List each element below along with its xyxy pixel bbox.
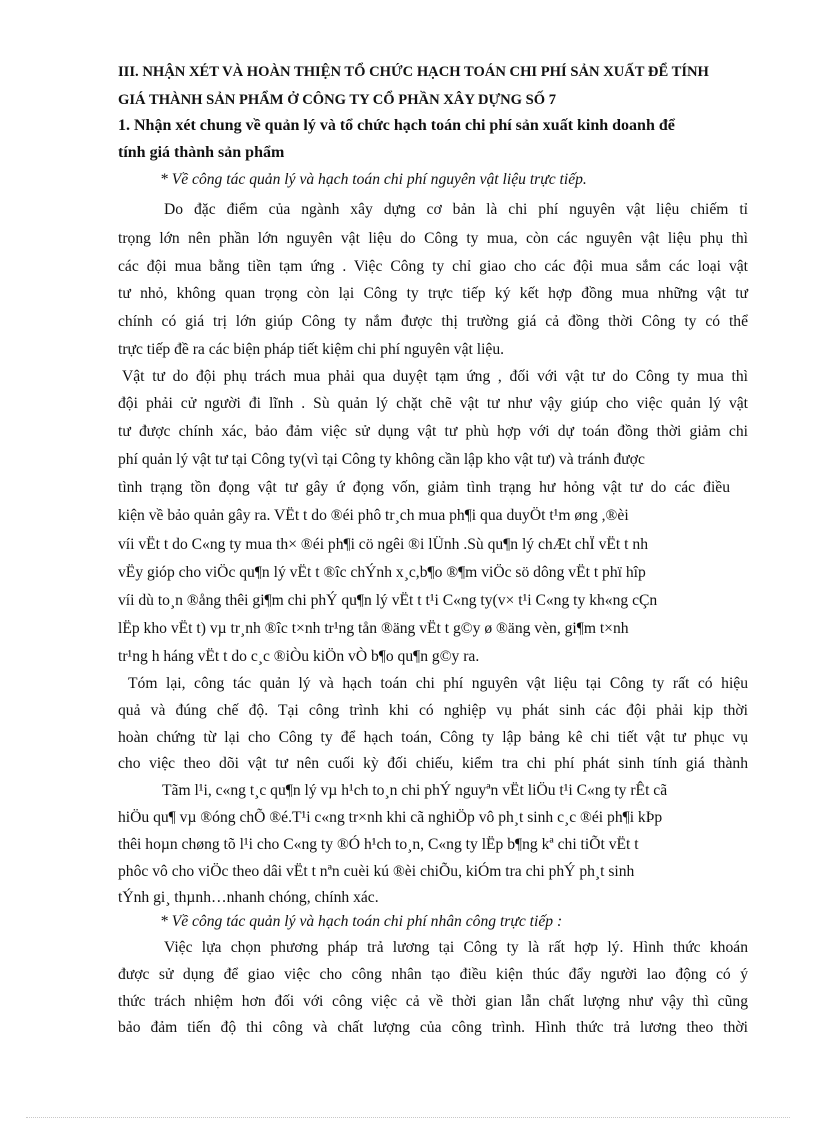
para2-line-5: tình trạng tồn đọng vật tư gây ứ đọng vốn, giảm tình trạng hư hỏng vật tư do các điều (118, 479, 730, 496)
para2-line-9: víi dù to¸n ®ång thêi gi¶m chi phÝ qu¶n lý vËt t t¹i C«ng ty(v× t¹i C«ng ty kh«ng cÇn (118, 592, 658, 609)
subheading-materials: * Về công tác quản lý và hạch toán chi phí nguyên vật liệu trực tiếp. (160, 171, 587, 188)
section-1-title-line-1: 1. Nhận xét chung về quản lý và tổ chức hạch toán chi phí sản xuất kinh doanh để (118, 117, 675, 134)
para2-line-3: tư được chính xác, bảo đảm việc sử dụng vật tư phù hợp với dự toán đồng thời giảm chi (118, 423, 748, 440)
para1-line-6: trực tiếp đề ra các biện pháp tiết kiệm chi phí nguyên vật liệu. (118, 341, 505, 358)
para1-line-5: chính có giá trị lớn giúp Công ty nắm được thị trường giá cả đồng thời Công ty có thể (118, 313, 748, 330)
para1-line-4: tư nhỏ, không quan trọng còn lại Công ty trực tiếp ký kết hợp đồng mua những vật tư (118, 285, 748, 302)
heading-line-1: III. NHẬN XÉT VÀ HOÀN THIỆN TỔ CHỨC HẠCH TOÁN CHI PHÍ SẢN XUẤT ĐỂ TÍNH (118, 64, 709, 80)
para3-line-1: Tóm lại, công tác quản lý và hạch toán chi phí nguyên vật liệu tại Công ty rất có hiệu (128, 675, 748, 692)
para4-line-3: thêi hoµn chøng tõ l¹i cho C«ng ty ®Ó h¹ch to¸n, C«ng ty lËp b¶ng kª chi tiÕt vËt t (118, 836, 639, 853)
para3-line-4: cho việc theo dõi vật tư nên cuối kỳ đối chiếu, kiểm tra chi phí phát sinh tính giá thành (118, 755, 748, 772)
para4-line-5: tÝnh gi¸ thµnh…nhanh chóng, chính xác. (118, 889, 379, 906)
subheading-labor: * Về công tác quản lý và hạch toán chi phí nhân công trực tiếp : (160, 913, 563, 930)
para2-line-8: vËy gióp cho viÖc qu¶n lý vËt t ®îc chÝnh x¸c,b¶o ®¶m viÖc sö dông vËt t phï hîp (118, 564, 646, 581)
page-bottom-divider (26, 1117, 790, 1118)
para5-line-1: Việc lựa chọn phương pháp trả lương tại Công ty là rất hợp lý. Hình thức khoán (164, 939, 748, 956)
para2-line-7: víi vËt t do C«ng ty mua th× ®éi ph¶i cö ngêi ®i lÜnh .Sù qu¶n lý chÆt chÏ vËt t nh (118, 536, 648, 553)
para2-line-4: phí quản lý vật tư tại Công ty(vì tại Công ty không cần lập kho vật tư) và tránh được (118, 451, 645, 468)
heading-line-2: GIÁ THÀNH SẢN PHẨM Ở CÔNG TY CỔ PHẦN XÂY DỰNG SỐ 7 (118, 92, 557, 108)
para1-line-1: Do đặc điểm của ngành xây dựng cơ bản là chi phí nguyên vật liệu chiếm tỉ (164, 201, 748, 218)
para2-line-11: tr¹ng h háng vËt t do c¸c ®iÒu kiÖn vÒ b¶o qu¶n g©y ra. (118, 648, 480, 665)
para5-line-2: được sử dụng để giao việc cho công nhân tạo điều kiện thúc đẩy người lao động có ý (118, 966, 748, 983)
para4-line-1: Tãm l¹i, c«ng t¸c qu¶n lý vµ h¹ch to¸n chi phÝ nguyªn vËt liÖu t¹i C«ng ty rÊt cã (162, 782, 668, 799)
para1-line-3: các đội mua bằng tiền tạm ứng . Việc Công ty chỉ giao cho các đội mua sắm các loại vật (118, 258, 748, 275)
para1-line-2: trọng lớn nên phần lớn nguyên vật liệu do Công ty mua, còn các nguyên vật liệu phụ thì (118, 230, 748, 247)
para3-line-3: hoàn chứng từ lại cho Công ty để hạch toán, Công ty lập bảng kê chi tiết vật tư phục vụ (118, 729, 748, 746)
para2-line-10: lËp kho vËt t) vµ tr¸nh ®îc t×nh tr¹ng tån ®äng vËt t g©y ø ®äng vèn, gi¶m t×nh (118, 620, 629, 637)
para4-line-4: phôc vô cho viÖc theo dâi vËt t nªn cuèi kú ®èi chiÕu, kiÓm tra chi phÝ ph¸t sinh (118, 863, 635, 880)
para5-line-4: bảo đảm tiến độ thi công và chất lượng của công trình. Hình thức trả lương theo thời (118, 1019, 748, 1036)
para2-line-1: Vật tư do đội phụ trách mua phải qua duyệt tạm ứng , đối với vật tư do Công ty mua thì (122, 368, 748, 385)
para2-line-2: đội phải cử người đi lĩnh . Sù quản lý chặt chẽ vật tư như vậy giúp cho việc quản lý vật (118, 395, 748, 412)
para2-line-6: kiện về bảo quản gây ra. VËt t do ®éi phô tr¸ch mua ph¶i qua duyÖt t¹m øng ,®èi (118, 507, 629, 524)
para3-line-2: quả và đúng chế độ. Tại công trình khi có nghiệp vụ phát sinh các đội phải kịp thời (118, 702, 748, 719)
para4-line-2: hiÖu qu¶ vµ ®óng chÕ ®é.T¹i c«ng tr×nh khi cã nghiÖp vô ph¸t sinh c¸c ®éi ph¶i kÞp (118, 809, 663, 826)
para5-line-3: thức trách nhiệm hơn đối với công việc cả về thời gian lẫn chất lượng như vậy thì cũng (118, 993, 748, 1010)
section-1-title-line-2: tính giá thành sản phẩm (118, 144, 285, 161)
